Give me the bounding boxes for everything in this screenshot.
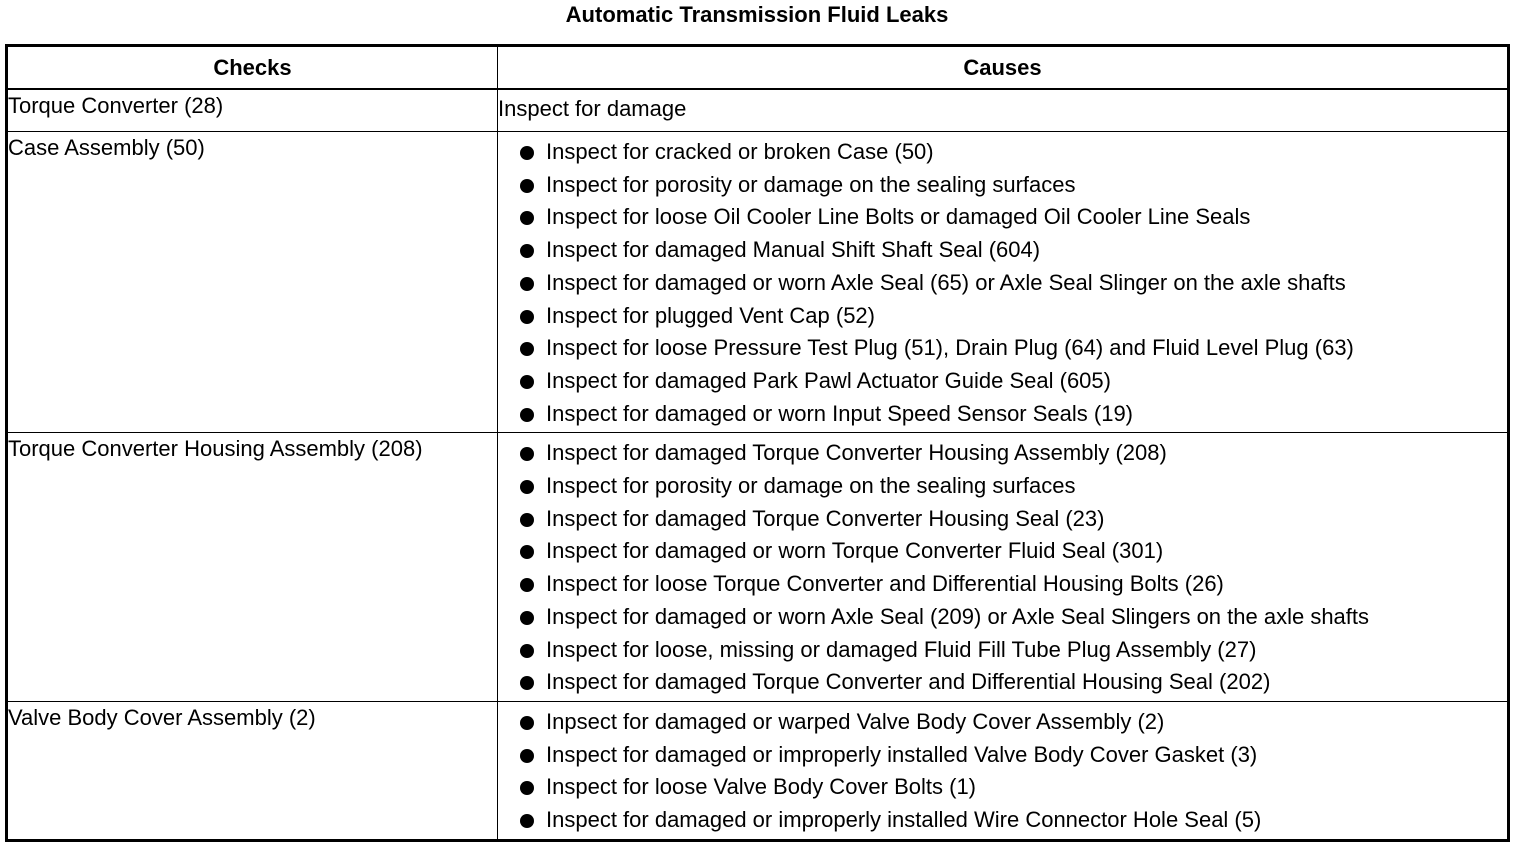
table-row xyxy=(7,132,1509,433)
cause-item: Inspect for porosity or damage on the sealing surfaces xyxy=(520,470,1507,503)
cause-item: Inspect for damaged Torque Converter and Differential Housing Seal (202) xyxy=(520,666,1507,699)
table-header-row xyxy=(7,46,1509,90)
cause-list xyxy=(498,132,1507,432)
cause-item: Inspect for loose Oil Cooler Line Bolts or damaged Oil Cooler Line Seals xyxy=(520,201,1507,234)
cause-cell xyxy=(498,701,1509,840)
bullet-icon xyxy=(520,578,534,592)
cause-list xyxy=(498,702,1507,839)
cause-cell: Inspect for damage xyxy=(498,89,1509,132)
bullet-icon xyxy=(520,408,534,422)
table-row xyxy=(7,433,1509,702)
fluid-leaks-table xyxy=(5,44,1510,842)
bullet-icon xyxy=(520,310,534,324)
bullet-icon xyxy=(520,375,534,389)
bullet-icon xyxy=(520,644,534,658)
bullet-icon xyxy=(520,781,534,795)
cause-item: Inspect for loose Valve Body Cover Bolts (1) xyxy=(520,771,1507,804)
bullet-icon xyxy=(520,179,534,193)
cause-item: Inpsect for damaged or warped Valve Body Cover Assembly (2) xyxy=(520,706,1507,739)
bullet-icon xyxy=(520,545,534,559)
header-checks: Checks xyxy=(7,46,498,90)
bullet-icon xyxy=(520,480,534,494)
cause-item: Inspect for damaged Torque Converter Housing Seal (23) xyxy=(520,503,1507,536)
cause-item: Inspect for porosity or damage on the sealing surfaces xyxy=(520,169,1507,202)
bullet-icon xyxy=(520,814,534,828)
bullet-icon xyxy=(520,146,534,160)
cause-item: Inspect for damaged or worn Torque Converter Fluid Seal (301) xyxy=(520,535,1507,568)
check-cell: Torque Converter (28) xyxy=(7,89,498,132)
cause-item: Inspect for damaged or improperly installed Valve Body Cover Gasket (3) xyxy=(520,739,1507,772)
bullet-icon xyxy=(520,716,534,730)
bullet-icon xyxy=(520,611,534,625)
cause-item: Inspect for loose Torque Converter and Differential Housing Bolts (26) xyxy=(520,568,1507,601)
cause-list xyxy=(498,433,1507,701)
cause-cell xyxy=(498,132,1509,433)
cause-item: Inspect for damaged or improperly installed Wire Connector Hole Seal (5) xyxy=(520,804,1507,837)
page-title: Automatic Transmission Fluid Leaks xyxy=(565,2,949,27)
table-row xyxy=(7,89,1509,132)
cause-item: Inspect for cracked or broken Case (50) xyxy=(520,136,1507,169)
header-causes: Causes xyxy=(498,46,1509,90)
bullet-icon xyxy=(520,513,534,527)
bullet-icon xyxy=(520,277,534,291)
bullet-icon xyxy=(520,749,534,763)
cause-cell xyxy=(498,433,1509,702)
cause-item: Inspect for loose Pressure Test Plug (51), Drain Plug (64) and Fluid Level Plug (63) xyxy=(520,332,1507,365)
check-cell: Torque Converter Housing Assembly (208) xyxy=(7,433,498,702)
check-cell: Case Assembly (50) xyxy=(7,132,498,433)
cause-item: Inspect for damaged or worn Input Speed Sensor Seals (19) xyxy=(520,398,1507,431)
cause-item: Inspect for loose, missing or damaged Fluid Fill Tube Plug Assembly (27) xyxy=(520,634,1507,667)
cause-item: Inspect for plugged Vent Cap (52) xyxy=(520,300,1507,333)
check-cell: Valve Body Cover Assembly (2) xyxy=(7,701,498,840)
cause-item: Inspect for damaged or worn Axle Seal (65) or Axle Seal Slinger on the axle shafts xyxy=(520,267,1507,300)
cause-item: Inspect for damaged Torque Converter Housing Assembly (208) xyxy=(520,437,1507,470)
cause-item: Inspect for damaged Manual Shift Shaft Seal (604) xyxy=(520,234,1507,267)
bullet-icon xyxy=(520,211,534,225)
bullet-icon xyxy=(520,244,534,258)
cause-item: Inspect for damaged Park Pawl Actuator Guide Seal (605) xyxy=(520,365,1507,398)
bullet-icon xyxy=(520,342,534,356)
table-row xyxy=(7,701,1509,840)
bullet-icon xyxy=(520,447,534,461)
bullet-icon xyxy=(520,676,534,690)
cause-item: Inspect for damaged or worn Axle Seal (209) or Axle Seal Slingers on the axle shafts xyxy=(520,601,1507,634)
